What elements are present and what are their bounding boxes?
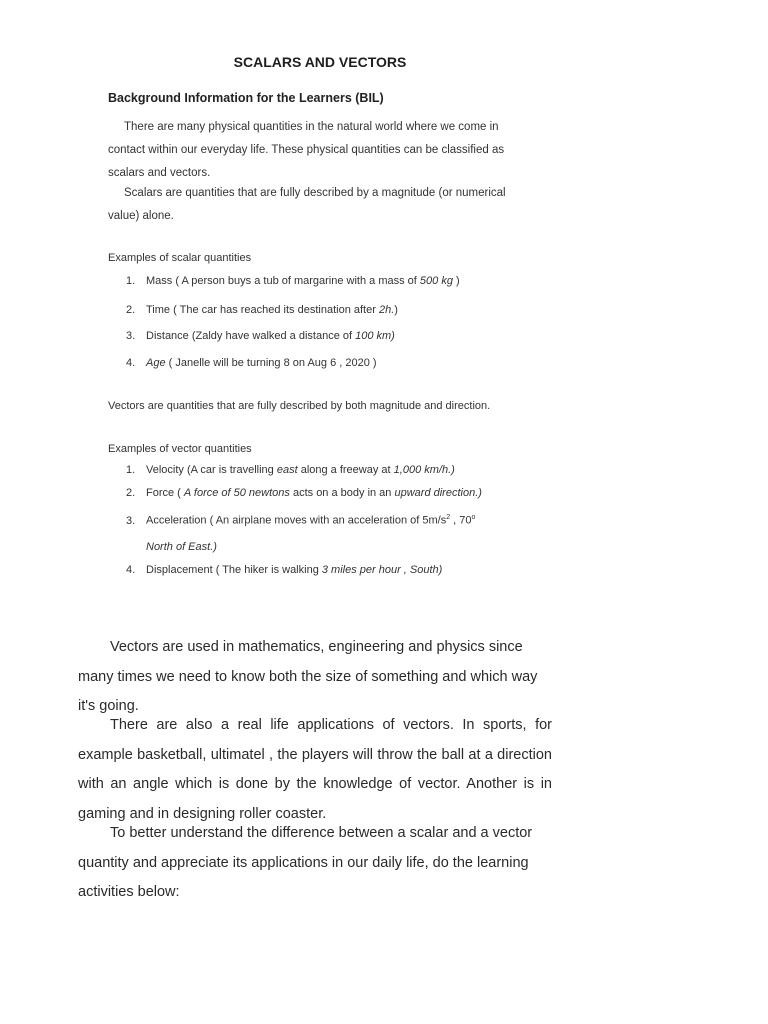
intro-paragraph-2: Scalars are quantities that are fully described by a magnitude (or numerical value) alone. — [108, 187, 506, 222]
body-paragraph-2: There are also a real life applications of vectors. In sports, for example basketball, ultimatel , the players will throw the ball at a direction with an angle which is done by the knowledge of vector. Another is in gaming and in designing roller coaster. — [78, 717, 552, 822]
list-item: 1. Mass ( A person buys a tub of margarine with a mass of 500 kg ) — [126, 275, 460, 287]
body-paragraph-1: Vectors are used in mathematics, engineering and physics since many times we need to know both the size of something and which way it's going. — [78, 639, 538, 714]
list-item: 4. Age ( Janelle will be turning 8 on Aug 6 , 2020 ) — [126, 357, 377, 369]
document-title: SCALARS AND VECTORS — [233, 54, 407, 70]
scalar-examples-heading: Examples of scalar quantities — [108, 252, 252, 264]
intro-paragraph-1: There are many physical quantities in the natural world where we come in contact within our everyday life. These physical quantities can be classified as scalars and vectors. — [108, 121, 505, 179]
list-item: 3. Acceleration ( An airplane moves with an acceleration of $5m/s^2$ , 70$^o$ — [126, 514, 476, 527]
list-item-continuation: North of East.) — [146, 541, 217, 553]
body-paragraph-3: To better understand the difference between a scalar and a vector quantity and appreciate its applications in our daily life, do the learning activities below: — [78, 825, 533, 900]
list-item: 2. Force ( A force of 50 newtons acts on a body in an upward direction.) — [126, 487, 482, 499]
list-item: 1. Velocity (A car is travelling east along a freeway at 1,000 km/h.) — [126, 464, 455, 476]
list-item: 4. Displacement ( The hiker is walking 3 miles per hour , South) — [126, 564, 443, 576]
list-item: 3. Distance (Zaldy have walked a distance of 100 km) — [126, 330, 395, 342]
vector-examples-heading: Examples of vector quantities — [108, 443, 252, 455]
vector-definition: Vectors are quantities that are fully described by both magnitude and direction. — [108, 400, 491, 412]
list-item: 2. Time ( The car has reached its destination after 2h.) — [126, 304, 398, 316]
section-heading: Background Information for the Learners (BIL) — [108, 91, 384, 105]
